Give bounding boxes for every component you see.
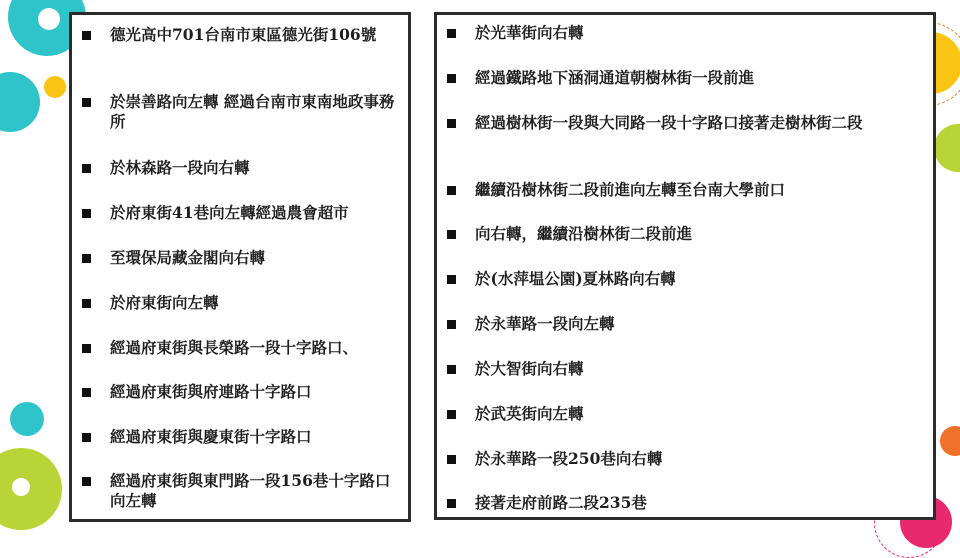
square-bullet-icon xyxy=(82,344,91,353)
square-bullet-icon xyxy=(447,410,456,419)
decor-circle-teal-left xyxy=(0,72,40,132)
square-bullet-icon xyxy=(82,388,91,397)
decor-circle-green-right xyxy=(934,124,960,172)
decor-circle-green-bottomleft xyxy=(0,448,62,530)
square-bullet-icon xyxy=(82,98,91,107)
left-directions-panel: 德光高中701台南市東區德光街106號 於崇善路向左轉 經過台南市東南地政事務所 於林森路一段向右轉 於府東街41巷向左轉經過農會超市 至環保局藏金閣向右轉 於府東街向左轉 經過府東街與長榮路一段十字路口、 經過府東街與府連路十字路口 經過府東街與慶東街十字路口 經過府東街與東門路一段156巷十字路口向左轉 xyxy=(69,12,411,522)
square-bullet-icon xyxy=(82,164,91,173)
square-bullet-icon xyxy=(82,477,91,486)
square-bullet-icon xyxy=(447,275,456,284)
decor-dot-white-topleft xyxy=(38,8,60,30)
decor-circle-orange-right xyxy=(940,426,960,456)
square-bullet-icon xyxy=(447,186,456,195)
square-bullet-icon xyxy=(447,320,456,329)
square-bullet-icon xyxy=(447,119,456,128)
square-bullet-icon xyxy=(82,254,91,263)
right-directions-panel: 於光華街向右轉 經過鐵路地下涵洞通道朝樹林街一段前進 經過樹林街一段與大同路一段十字路口接著走樹林街二段 繼續沿樹林街二段前進向左轉至台南大學前口 向右轉，繼續沿樹林街二段前進 於(水萍塭公園)夏林路向右轉 於永華路一段向左轉 於大智街向右轉 於武英街向左轉 於永華路一段250巷向右轉 接著走府前路二段235巷 xyxy=(434,12,936,520)
square-bullet-icon xyxy=(447,29,456,38)
square-bullet-icon xyxy=(447,455,456,464)
square-bullet-icon xyxy=(82,299,91,308)
square-bullet-icon xyxy=(82,209,91,218)
square-bullet-icon xyxy=(447,74,456,83)
square-bullet-icon xyxy=(82,31,91,40)
decor-circle-teal-small-left xyxy=(10,402,44,436)
decor-circle-yellow-left xyxy=(44,76,66,98)
square-bullet-icon xyxy=(447,499,456,508)
decor-dot-white-bottomleft xyxy=(12,478,30,496)
square-bullet-icon xyxy=(447,365,456,374)
square-bullet-icon xyxy=(82,433,91,442)
square-bullet-icon xyxy=(447,230,456,239)
